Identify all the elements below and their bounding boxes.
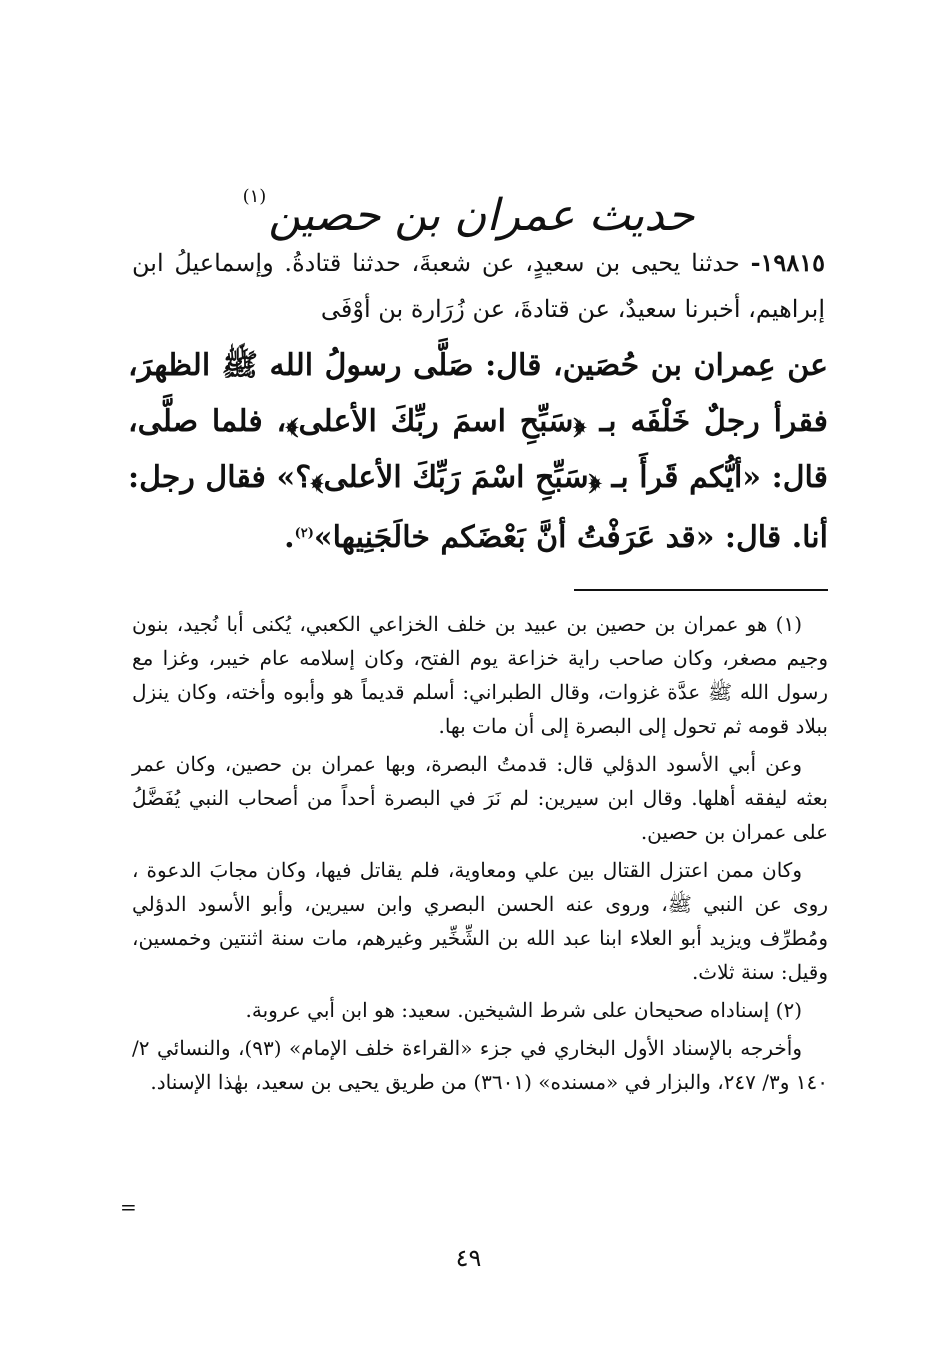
footnotes-section: [132, 607, 828, 1103]
title-footnote-ref: (١): [242, 186, 267, 207]
continuation-mark: =: [120, 1195, 137, 1219]
chapter-title-text: حديث عمران بن حصين: [268, 190, 695, 241]
hadith-number: ١٩٨١٥-: [750, 248, 825, 277]
footnote-separator: [574, 589, 828, 591]
hadith-isnad: [132, 240, 825, 332]
footnote-1-paragraph-3: وكان ممن اعتزل القتال بين علي ومعاوية، فلم يقاتل فيها، وكان مجابَ الدعوة ، روى عن النبي ﷺ، وروى عنه الحسن البصري وابن سيرين، وأبو الأسود الدؤلي ومُطرِّف ويزيد أبو العلاء ابنا عبد الله بن الشِّخِّير وغيرهم، مات سنة اثنتين وخمسين، وقيل: سنة ثلاث.: [132, 858, 829, 984]
matn-text: عن عِمران بن حُصَين، قال: صَلَّى رسولُ الله ﷺ الظهرَ، فقرأ رجلٌ خَلْفَه بـ ﴿سَبِّحِ اسمَ ربِّكَ الأعلى﴾، فلما صلَّى، قال: «أيُّكم قَرأَ بـ ﴿سَبِّحِ اسْمَ رَبِّكَ الأعلى﴾؟» فقال رجل: أنا. قال: «قد عَرَفْتُ أنَّ بَعْضَكم خالَجَنِيها»: [128, 348, 828, 555]
matn-end: .: [284, 520, 295, 555]
footnote-2-paragraph-1: (٢) إسناداه صحيحان على شرط الشيخين. سعيد: هو ابن أبي عروبة.: [245, 998, 802, 1022]
footnote-1-paragraph-2: وعن أبي الأسود الدؤلي قال: قدمتُ البصرة، وبها عمران بن حصين، وكان عمر بعثه ليفقه أهلها. وقال ابن سيرين: لم نَرَ في البصرة أحداً من أصحاب النبي يُفَضَّلُ على عمران بن حصين.: [132, 752, 828, 844]
page-number: ٤٩: [455, 1244, 482, 1272]
hadith-matn: [128, 338, 828, 566]
footnote-1-paragraph-1: (١) هو عمران بن حصين بن عبيد بن خلف الخزاعي الكعبي، يُكنى أبا نُجيد، بنون وجيم مصغر، وكان صاحب راية خزاعة يوم الفتح، وكان إسلامه عام خيبر، وغزا مع رسول الله ﷺ عدَّة غزوات، وقال الطبراني: أسلم قديماً هو وأبوه وأخته، وكان ينزل ببلاد قومه ثم تحول إلى البصرة إلى أن مات بها.: [132, 612, 828, 738]
isnad-text: حدثنا يحيى بن سعيدٍ، عن شعبةَ، حدثنا قتادةُ. وإسماعيلُ ابن إبراهيم، أخبرنا سعيدٌ، عن قتادةَ، عن زُرَارة بن أوْفَى: [132, 249, 825, 323]
footnote-2-paragraph-2: وأخرجه بالإسناد الأول البخاري في جزء «القراءة خلف الإمام» (٩٣)، والنسائي ٢/ ١٤٠ و٣/ ٢٤٧، والبزار في «مسنده» (٣٦٠١) من طريق يحيى بن سعيد، بهٰذا الإسناد.: [132, 1036, 828, 1094]
matn-footnote-ref: (٢): [294, 526, 314, 541]
chapter-title: [0, 162, 937, 251]
